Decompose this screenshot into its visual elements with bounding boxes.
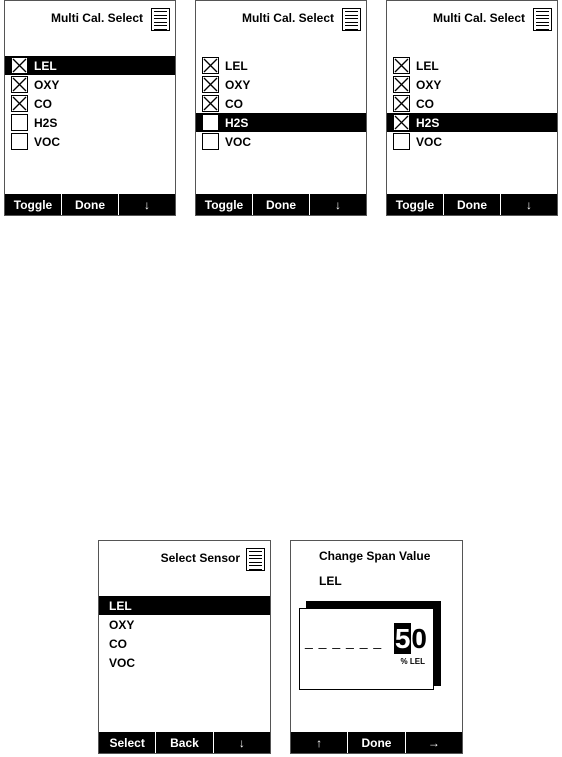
screen-title: Change Span Value <box>319 549 431 563</box>
sensor-row-oxy[interactable] <box>387 75 557 94</box>
sensor-row-lel[interactable] <box>99 596 270 615</box>
change-span-screen <box>290 540 463 754</box>
sensor-row-h2s[interactable] <box>196 113 366 132</box>
sensor-label: CO <box>109 637 127 651</box>
multi-cal-screen-2 <box>195 0 367 216</box>
done-button[interactable]: Done <box>61 194 118 215</box>
select-button[interactable]: Select <box>109 735 145 750</box>
active-digit[interactable]: 5 <box>394 623 411 654</box>
sensor-label: LEL <box>225 59 248 73</box>
sensor-label: CO <box>225 97 243 111</box>
sensor-label: LEL <box>34 59 57 73</box>
placeholder-dashes: _ _ _ _ _ _ <box>305 633 383 649</box>
empty-box-icon[interactable] <box>393 133 410 150</box>
empty-box-icon[interactable] <box>202 133 219 150</box>
sensor-label: OXY <box>416 78 442 92</box>
down-arrow-button[interactable]: ↓ <box>309 194 366 215</box>
softkey-bar <box>196 194 366 215</box>
sensor-label: H2S <box>225 116 249 130</box>
sensor-label: LEL <box>416 59 439 73</box>
up-arrow-button[interactable]: ↑ <box>316 735 323 750</box>
multi-cal-screen-1 <box>4 0 176 216</box>
checked-box-icon[interactable] <box>11 76 28 93</box>
sensor-row-lel[interactable] <box>196 56 366 75</box>
list-menu-icon <box>246 548 265 571</box>
sensor-row-oxy[interactable] <box>5 75 175 94</box>
digit: 0 <box>411 623 427 654</box>
sensor-row-oxy[interactable] <box>196 75 366 94</box>
screen-title: Multi Cal. Select <box>241 11 334 25</box>
empty-box-icon[interactable] <box>202 114 219 131</box>
sensor-row-lel[interactable] <box>5 56 175 75</box>
sensor-label: OXY <box>34 78 60 92</box>
checked-box-icon[interactable] <box>393 95 410 112</box>
right-arrow-button[interactable]: → <box>405 732 462 753</box>
sensor-label: OXY <box>225 78 251 92</box>
sensor-row-voc[interactable] <box>196 132 366 151</box>
empty-box-icon[interactable] <box>11 114 28 131</box>
down-arrow-button[interactable]: ↓ <box>213 732 270 753</box>
sensor-row-voc[interactable] <box>387 132 557 151</box>
sensor-row-h2s[interactable] <box>5 113 175 132</box>
span-value-box <box>299 608 434 690</box>
toggle-button[interactable]: Toggle <box>204 197 244 212</box>
checked-box-icon[interactable] <box>393 57 410 74</box>
checked-box-icon[interactable] <box>11 95 28 112</box>
sensor-list <box>99 596 270 672</box>
sensor-row-co[interactable] <box>99 634 270 653</box>
sensor-label: OXY <box>109 618 135 632</box>
sensor-label: VOC <box>34 135 61 149</box>
sensor-label: H2S <box>416 116 440 130</box>
sensor-row-co[interactable] <box>196 94 366 113</box>
sensor-row-voc[interactable] <box>99 653 270 672</box>
sensor-row-h2s[interactable] <box>387 113 557 132</box>
softkey-bar <box>5 194 175 215</box>
sensor-row-oxy[interactable] <box>99 615 270 634</box>
checked-box-icon[interactable] <box>202 57 219 74</box>
done-button[interactable]: Done <box>443 194 500 215</box>
sensor-checklist <box>196 56 366 151</box>
done-button[interactable]: Done <box>252 194 309 215</box>
sensor-row-lel[interactable] <box>387 56 557 75</box>
softkey-bar <box>291 732 462 753</box>
sensor-label: VOC <box>416 135 443 149</box>
list-menu-icon <box>151 8 170 31</box>
screen-title: Multi Cal. Select <box>50 11 143 25</box>
sensor-name: LEL <box>319 574 342 588</box>
sensor-row-voc[interactable] <box>5 132 175 151</box>
empty-box-icon[interactable] <box>11 133 28 150</box>
sensor-label: CO <box>34 97 52 111</box>
checked-box-icon[interactable] <box>202 95 219 112</box>
down-arrow-button[interactable]: ↓ <box>118 194 175 215</box>
checked-box-icon[interactable] <box>393 114 410 131</box>
select-sensor-screen <box>98 540 271 754</box>
sensor-label: VOC <box>109 656 136 670</box>
done-button[interactable]: Done <box>347 732 404 753</box>
softkey-bar <box>387 194 557 215</box>
sensor-label: LEL <box>109 599 132 613</box>
sensor-row-co[interactable] <box>387 94 557 113</box>
toggle-button[interactable]: Toggle <box>13 197 53 212</box>
checked-box-icon[interactable] <box>11 57 28 74</box>
softkey-bar <box>99 732 270 753</box>
toggle-button[interactable]: Toggle <box>395 197 435 212</box>
back-button[interactable]: Back <box>155 732 212 753</box>
sensor-label: VOC <box>225 135 252 149</box>
unit-label: % LEL <box>400 657 425 666</box>
span-value-digits[interactable] <box>394 623 427 655</box>
screen-title: Select Sensor <box>160 551 240 565</box>
list-menu-icon <box>342 8 361 31</box>
sensor-checklist <box>5 56 175 151</box>
sensor-row-co[interactable] <box>5 94 175 113</box>
sensor-label: H2S <box>34 116 58 130</box>
sensor-checklist <box>387 56 557 151</box>
screen-title: Multi Cal. Select <box>432 11 525 25</box>
checked-box-icon[interactable] <box>202 76 219 93</box>
list-menu-icon <box>533 8 552 31</box>
multi-cal-screen-3 <box>386 0 558 216</box>
checked-box-icon[interactable] <box>393 76 410 93</box>
sensor-label: CO <box>416 97 434 111</box>
down-arrow-button[interactable]: ↓ <box>500 194 557 215</box>
